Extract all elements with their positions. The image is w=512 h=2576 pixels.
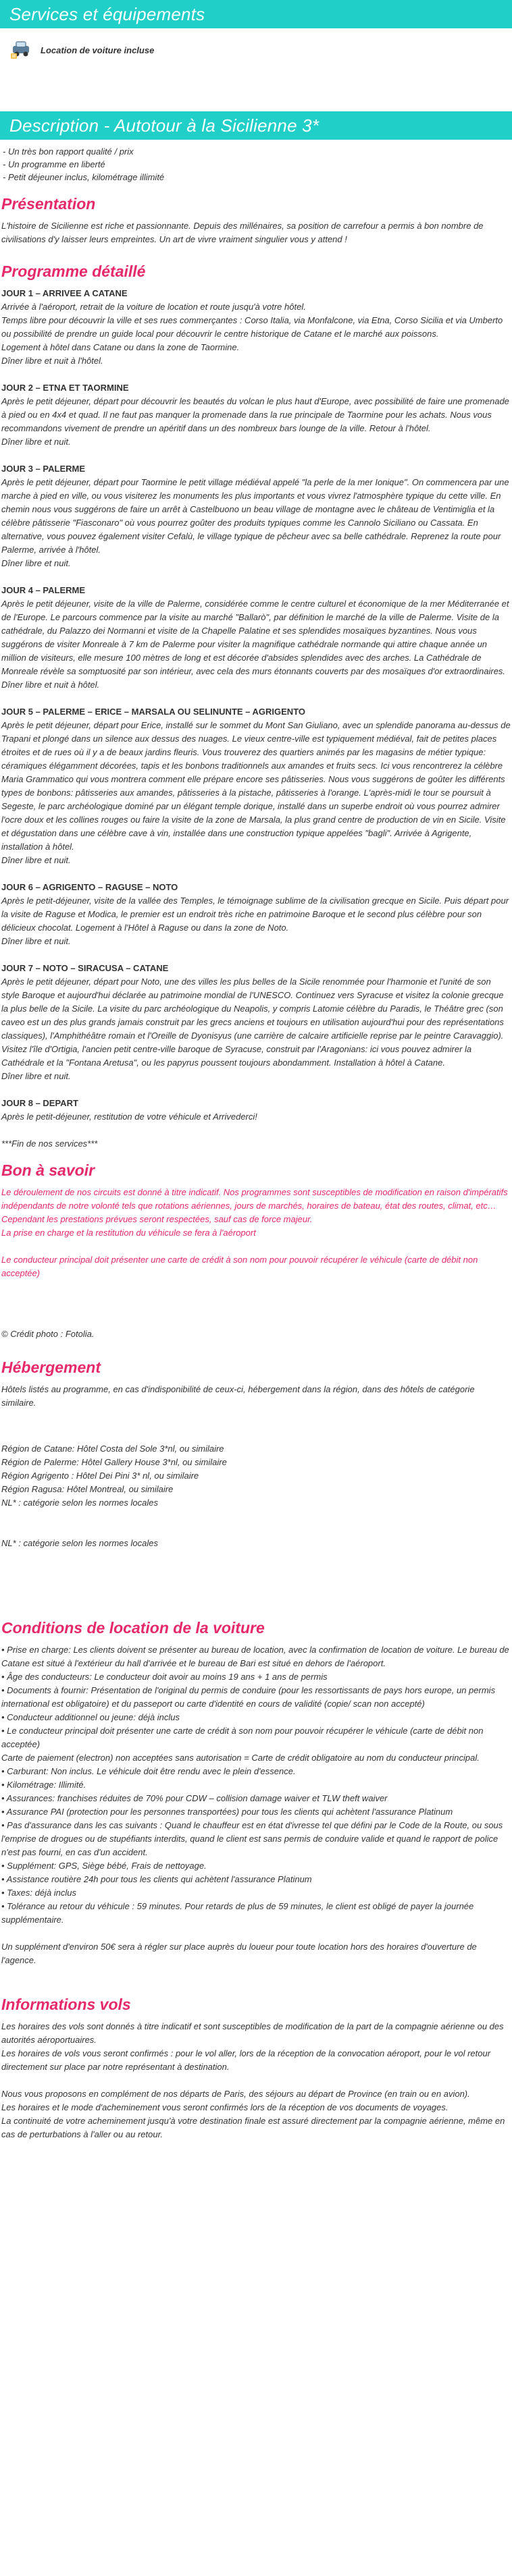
day-block [0,584,512,692]
hotel-item: Région Ragusa: Hôtel Montreal, ou similaire [1,1484,174,1494]
day-title: JOUR 2 – ETNA ET TAORMINE [1,383,129,393]
description-banner: Description - Autotour à la Sicilienne 3* [0,111,512,140]
section-title-conditions: Conditions de location de la voiture [1,1619,265,1637]
condition-item: • Documents à fournir: Présentation de l'original du permis de conduire (pour les ressortissants de pays hors europe, un permis international est obligatoire) et du passeport ou carte d'identité en cours de validité (copie/ scan non accepté) [1,1685,496,1709]
bon-a-savoir-text: La prise en charge et la restitution du véhicule se fera à l'aéroport [1,1228,256,1238]
day-line: Après le petit déjeuner, visite de la ville de Palerme, considérée comme le centre culturel et économique de la mer Méditerranée et de l'Europe. Le parcours commence par la visite au marché "Ballarò", par définition le marché de la ville de Palerme. Visite de la cathédrale, du Palazzo dei Normanni et visite de la Chapelle Palatine et ses splendides mosaïques byzantines. Nous vous suggérons de visiter Monreale à 7 km de Palerme pour visiter la magnifique cathédrale normande qui attire chaque année un million de visiteurs, elle mesure 100 mètres de long et est décorée d'absides splendides avec des arches. La Cathédrale de Monreale révèle sa somptuosité par son intérieur, avec cela des murs étonnants couverts par des mosaïques d'or extraordinaires. [1,599,509,676]
presentation-text: L'histoire de Sicilienne est riche et passionnante. Depuis des millénaires, sa position de carrefour a permis à bon nombre de civilisations d'y laisser leurs empreintes. Un art de vivre vraiment singulier vous y attend ! [1,221,484,244]
day-title: JOUR 3 – PALERME [1,464,86,474]
day-line: Arrivée à l'aéroport, retrait de la voiture de location et route jusqu'à votre hôtel. [1,302,306,312]
vols-text: Les horaires de vols vous seront confirmés : pour le vol aller, lors de la réception de la convocation aéroport, pour le vol retour directement sur place par notre représentant à destination. [1,2048,491,2072]
section-title-presentation: Présentation [1,195,96,213]
day-block [0,287,512,368]
day-block [0,1097,512,1124]
supplement-note: Un supplément d'environ 50€ sera à régler sur place auprès du loueur pour toute location hors des horaires d'ouverture de l'agence. [1,1942,477,1965]
vols-text: Les horaires des vols sont donnés à titre indicatif et sont susceptibles de modification de la part de la compagnie aérienne ou des autorités aéroportuaires. [1,2021,504,2045]
day-line: Après le petit-déjeuner, restitution de votre véhicule et Arrivederci! [1,1112,257,1122]
condition-item: • Assurances: franchises réduites de 70% pour CDW – collision damage waiver et TLW theft waiver [1,1793,388,1803]
day-block [0,705,512,867]
vols-text: Nous vous proposons en complément de nos départs de Paris, des séjours au départ de Province (en train ou en avion). [1,2089,470,2099]
section-title-programme: Programme détaillé [1,263,146,280]
service-item-label: Location de voiture incluse [41,45,155,55]
condition-item: • Conducteur additionnel ou jeune: déjà inclus [1,1712,180,1722]
condition-item: • Kilométrage: Illimité. [1,1780,86,1790]
hotel-item: Région de Palerme: Hôtel Gallery House 3*nl, ou similaire [1,1457,227,1467]
bullet-item: - Petit déjeuner inclus, kilométrage illimité [3,172,165,182]
end-note: ***Fin de nos services*** [1,1139,98,1149]
hebergement-intro: Hôtels listés au programme, en cas d'indisponibilité de ceux-ci, hébergement dans la région, dans des hôtels de catégorie similaire. [1,1384,475,1408]
condition-item: • Taxes: déjà inclus [1,1888,77,1898]
service-item [0,28,512,62]
day-line: Dîner libre et nuit à l'hôtel. [1,356,103,366]
bullet-item: - Un programme en liberté [3,159,105,169]
day-title: JOUR 8 – DEPART [1,1098,78,1108]
car-icon [9,40,34,60]
day-line: Dîner libre et nuit à hôtel. [1,680,100,690]
condition-item: Carte de paiement (electron) non acceptées sans autorisation = Carte de crédit obligatoire au nom du conducteur principal. [1,1753,480,1763]
day-line: Logement à hôtel dans Catane ou dans la zone de Taormine. [1,342,240,352]
day-title: JOUR 4 – PALERME [1,585,86,595]
credit-card-note: Le conducteur principal doit présenter une carte de crédit à son nom pour pouvoir récupérer le véhicule (carte de débit non acceptée) [1,1255,478,1278]
day-line: Temps libre pour découvrir la ville et ses rues commerçantes : Corso Italia, via Monfalcone, via Etna, Corso Sicilia et via Umberto ou possibilité de prendre un guide local pour découvrir le centre historique de Catane et le marché aux poissons. [1,315,503,339]
hotel-item: Région Agrigento : Hôtel Dei Pini 3* nl, ou similaire [1,1471,199,1481]
photo-credit: © Crédit photo : Fotolia. [1,1329,95,1339]
conditions-list [0,1643,512,1927]
condition-item: • Supplément: GPS, Siège bébé, Frais de nettoyage. [1,1861,207,1871]
day-line: Dîner libre et nuit. [1,1071,71,1081]
hotel-item: NL* : catégorie selon les normes locales [1,1498,158,1508]
day-title: JOUR 5 – PALERME – ERICE – MARSALA OU SELINUNTE – AGRIGENTO [1,707,306,717]
programme-days [0,287,512,1151]
day-line: Après le petit-déjeuner, visite de la vallée des Temples, le témoignage sublime de la civilisation grecque en Sicile. Puis départ pour la visite de Raguse et Modica, le premier est un endroit très riche en patrimoine Baroque et le second plus célèbre pour son délicieux chocolat. Logement à l'Hôtel à Raguse ou dans la zone de Noto. [1,896,509,933]
day-line: Après le petit déjeuner, départ pour découvrir les beautés du volcan le plus haut d'Europe, avec possibilité de faire une promenade à pied ou en 4x4 et quad. Il ne faut pas manquer la promenade dans la rue principale de Taormine pour les achats. Nous vous recommandons vivement de prendre un apéritif dans un des nombreux bars lounge de la ville. Retour à l'hôtel. [1,396,509,433]
section-title-vols: Informations vols [1,1996,131,2013]
day-title: JOUR 1 – ARRIVEE A CATANE [1,288,128,298]
hebergement-footnote: NL* : catégorie selon les normes locales [1,1538,158,1548]
condition-item: • Âge des conducteurs: Le conducteur doit avoir au moins 19 ans + 1 ans de permis [1,1672,328,1682]
day-line: Dîner libre et nuit. [1,437,71,447]
hotel-list [0,1442,512,1510]
vols-text: La continuité de votre acheminement jusqu'à votre destination finale est assuré directement par la compagnie aérienne, même en cas de perturbations à l'aller ou au retour. [1,2116,505,2139]
day-line: Après le petit déjeuner, départ pour Taormine le petit village médiéval appelé "la perle de la mer Ionique". On commencera par une marche à pied en ville, ou vous visiterez les monuments les plus importants et vous vivrez l'atmosphère typique du cette ville. En chemin nous vous suggérons de faire un arrêt à Castelbuono un beau village de montagne avec le château de Ventimiglia et la célèbre pâtisserie "Fiasconaro" où vous pourrez goûter des produits typiques comme les Cannolo Siciliano ou Cassata. En alternative, vous pouvez également visiter Cefalù, le village typique de pêcheur avec sa belle cathédrale. Reprenez la route pour Palerme, arrivée à l'hôtel. [1,477,509,555]
section-title-bon-a-savoir: Bon à savoir [1,1161,95,1179]
condition-item: • Pas d'assurance dans les cas suivants : Quand le chauffeur est en état d'ivresse tel que défini par le Code de la Route, ou sous l'emprise de drogues ou de stupéfiants interdits, quand le client est sans permis de conduire valide et quand le rapport de police n'est pas fourni, en cas d'un accident. [1,1820,503,1857]
bullet-item: - Un très bon rapport qualité / prix [3,146,134,157]
services-banner: Services et équipements [0,0,512,28]
day-block [0,381,512,449]
condition-item: • Carburant: Non inclus. Le véhicule doit être rendu avec le plein d'essence. [1,1766,296,1776]
day-line: Dîner libre et nuit. [1,558,71,568]
condition-item: • Assurance PAI (protection pour les personnes transportées) pour tous les clients qui achètent l'assurance Platinum [1,1807,453,1817]
day-line: Dîner libre et nuit. [1,855,71,865]
vols-text: Les horaires et le mode d'acheminement vous seront confirmés lors de la réception de vos documents de voyages. [1,2102,449,2112]
hotel-item: Région de Catane: Hôtel Costa del Sole 3*nl, ou similaire [1,1444,224,1454]
day-block [0,962,512,1083]
day-title: JOUR 6 – AGRIGENTO – RAGUSE – NOTO [1,882,178,892]
day-block [0,881,512,948]
day-line: Après le petit déjeuner, départ pour Erice, installé sur le sommet du Mont San Giuliano, avec un splendide panorama au-dessus de Trapani et plongé dans un silence aux dessus des nuages. Le vieux centre-ville est typiquement médiéval, fait de petites places étroites et de rues où il y a de beaux jardins fleuris. Vous trouverez des quartiers animés par les magasins de métier typique: céramiques élégamment décorées, tapis et les bonbons traditionnels aux amandes et fruits secs. Ici vous rencontrerez la célèbre Maria Grammatico qui vous montrera comment elle prépare encore ses pâtisseries. Nous vous suggérons de goûter les différents types de bonbons: pâtisseries aux amandes, pâtisseries à la pistache, pâtisseries à l'orange. L'après-midi le tour se poursuit à Segeste, le parc archéologique dominé par un élégant temple dorique, installé dans un superbe endroit où vous pourrez admirer l'ocre doux et les collines rouges ou faire la visite de la zone de Marsala, la plus grand centre de production de vin en Sicile. Visite et dégustation dans une célèbre cave à vin, installée dans une construction typique appelées "bagli". Arrivée à Agrigente, installation à hôtel. [1,720,511,852]
condition-item: • Le conducteur principal doit présenter une carte de crédit à son nom pour pouvoir récupérer le véhicule (carte de débit non acceptée) [1,1726,484,1749]
condition-item: • Prise en charge: Les clients doivent se présenter au bureau de location, avec la confirmation de location de voiture. Le bureau de Catane est situé à l'extérieur du hall d'arrivée et le bureau de Bari est situé en dehors de l'aéroport. [1,1645,509,1668]
day-line: Après le petit déjeuner, départ pour Noto, une des villes les plus belles de la Sicile renommée pour l'harmonie et l'unité de son style Baroque et aujourd'hui déclarée au patrimoine mondial de l'UNESCO. Continuez vers Syracuse et visitez la colonie grecque la plus belle de la Sicile. La visite du parc archéologique du Neapolis, y compris Latomie célèbre du Paradis, le Théâtre grec (son caveo est un des plus grands jamais construit par les grecs anciens et toujours en utilisation aujourd'hui pour des représentations classiques), l'Amphithéâtre romain et l'Oreille de Dyonisyus (une carrière de calcaire artificielle reprise par le peintre Caravaggio). Visitez l'île d'Ortigia, l'ancien petit centre-ville baroque de Syracuse, construit par l'Aragonians: ici vous pouvez admirer la Cathédrale et la "Fontana Aretusa", ou les papyrus poussent toujours abondamment. Installation à hôtel à Catane. [1,977,504,1068]
condition-item: • Tolérance au retour du véhicule : 59 minutes. Pour retards de plus de 59 minutes, le client est obligé de payer la journée supplémentaire. [1,1901,474,1925]
section-title-hebergement: Hébergement [1,1359,101,1376]
day-title: JOUR 7 – NOTO – SIRACUSA – CATANE [1,963,169,973]
day-block [0,462,512,570]
condition-item: • Assistance routière 24h pour tous les clients qui achètent l'assurance Platinum [1,1874,312,1884]
day-line: Dîner libre et nuit. [1,936,71,946]
bon-a-savoir-text: Le déroulement de nos circuits est donné à titre indicatif. Nos programmes sont susceptibles de modification en raison d'impératifs indépendants de notre volonté tels que rotations aériennes, jours de marchés, horaires de bateau, état des routes, climat, etc… Cependant les prestations prévues seront respectées, sauf cas de force majeur. [1,1187,508,1224]
description-bullets [0,140,512,184]
